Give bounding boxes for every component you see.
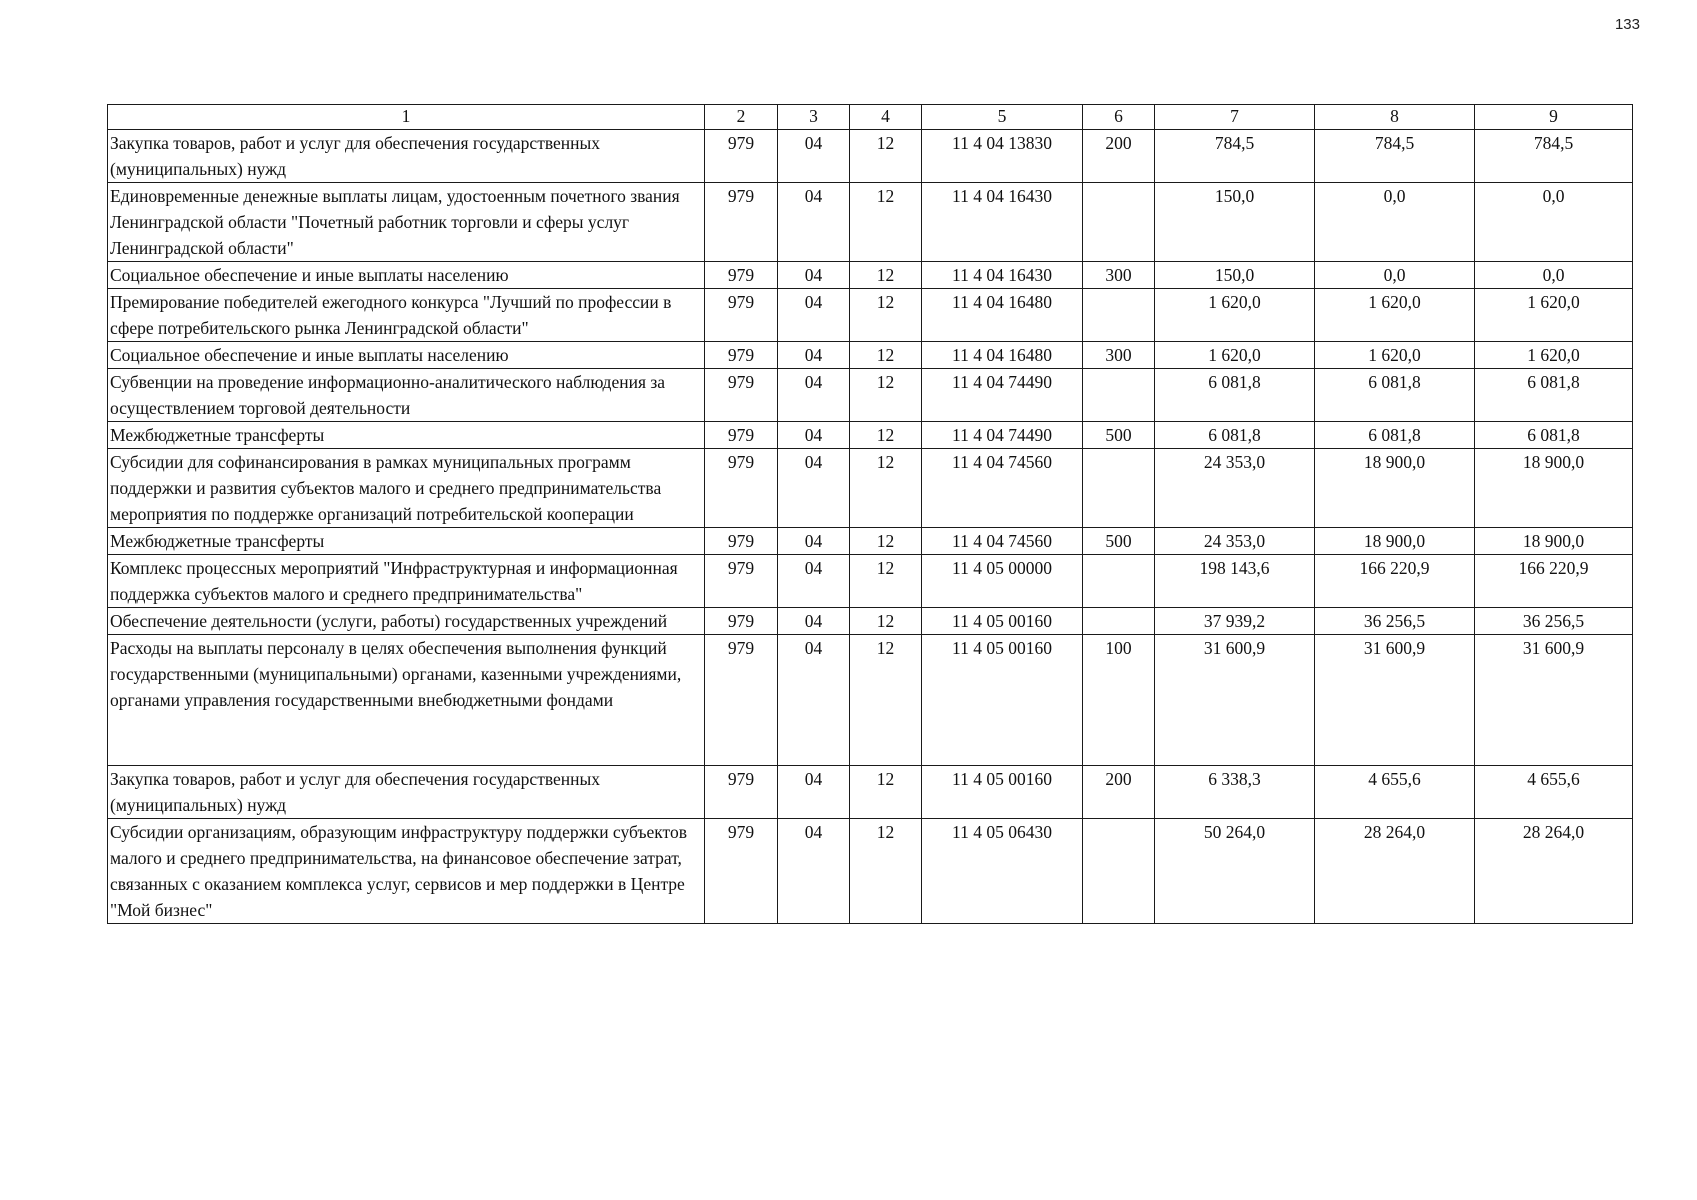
row-c7-cell: 6 081,8 [1155,422,1315,449]
row-c9-cell: 1 620,0 [1475,289,1633,342]
row-name-cell: Социальное обеспечение и иные выплаты населению [108,262,705,289]
table-row [108,262,1633,289]
row-c8-cell: 6 081,8 [1315,369,1475,422]
row-name-cell: Расходы на выплаты персоналу в целях обеспечения выполнения функций государственными (муниципальными) органами, казенными учреждениями, органами управления государственными внебюджетными фондами [108,635,705,766]
page-number: 133 [1614,16,1640,33]
table-row [108,130,1633,183]
table-row [108,819,1633,924]
row-name-cell: Премирование победителей ежегодного конкурса "Лучший по профессии в сфере потребительского рынка Ленинградской области" [108,289,705,342]
row-c4-cell: 12 [850,766,922,819]
row-c9-cell: 1 620,0 [1475,342,1633,369]
row-c3-cell: 04 [778,635,850,766]
table-row [108,422,1633,449]
row-c3-cell: 04 [778,766,850,819]
row-c4-cell: 12 [850,369,922,422]
table-row [108,289,1633,342]
table-row [108,555,1633,608]
row-c9-cell: 31 600,9 [1475,635,1633,766]
row-c9-cell: 166 220,9 [1475,555,1633,608]
row-c2-cell: 979 [705,262,778,289]
row-name-cell: Единовременные денежные выплаты лицам, удостоенным почетного звания Ленинградской области "Почетный работник торговли и сферы услуг Ленинградской области" [108,183,705,262]
row-name-cell: Межбюджетные трансферты [108,528,705,555]
row-name-cell: Закупка товаров, работ и услуг для обеспечения государственных (муниципальных) нужд [108,130,705,183]
row-c8-cell: 18 900,0 [1315,528,1475,555]
row-c3-cell: 04 [778,449,850,528]
row-name-cell: Субвенции на проведение информационно-аналитического наблюдения за осуществлением торговой деятельности [108,369,705,422]
row-c8-cell: 0,0 [1315,183,1475,262]
row-c8-cell: 166 220,9 [1315,555,1475,608]
header-col-3: 3 [778,105,850,130]
row-c5-cell: 11 4 04 16430 [922,262,1083,289]
row-c7-cell: 1 620,0 [1155,342,1315,369]
row-name-cell: Субсидии организациям, образующим инфраструктуру поддержки субъектов малого и среднего предпринимательства, на финансовое обеспечение затрат, связанных с оказанием комплекса услуг, сервисов и мер поддержки в Центре "Мой бизнес" [108,819,705,924]
row-c6-cell: 200 [1083,766,1155,819]
row-name-cell: Субсидии для софинансирования в рамках муниципальных программ поддержки и развития субъектов малого и среднего предпринимательства мероприятия по поддержке организаций потребительской кооперации [108,449,705,528]
row-c3-cell: 04 [778,528,850,555]
row-c6-cell [1083,449,1155,528]
row-c3-cell: 04 [778,422,850,449]
row-c2-cell: 979 [705,369,778,422]
row-c8-cell: 0,0 [1315,262,1475,289]
row-c7-cell: 150,0 [1155,262,1315,289]
row-c9-cell: 36 256,5 [1475,608,1633,635]
row-c8-cell: 18 900,0 [1315,449,1475,528]
row-c8-cell: 6 081,8 [1315,422,1475,449]
header-row [108,105,1633,130]
row-c2-cell: 979 [705,183,778,262]
header-col-8: 8 [1315,105,1475,130]
row-c4-cell: 12 [850,422,922,449]
row-c6-cell [1083,289,1155,342]
row-c5-cell: 11 4 04 16480 [922,289,1083,342]
row-c9-cell: 28 264,0 [1475,819,1633,924]
row-c5-cell: 11 4 04 74560 [922,528,1083,555]
row-c4-cell: 12 [850,289,922,342]
row-c9-cell: 4 655,6 [1475,766,1633,819]
row-c2-cell: 979 [705,342,778,369]
row-name-cell: Обеспечение деятельности (услуги, работы) государственных учреждений [108,608,705,635]
row-c3-cell: 04 [778,369,850,422]
row-c5-cell: 11 4 05 00160 [922,635,1083,766]
row-c2-cell: 979 [705,130,778,183]
row-c2-cell: 979 [705,449,778,528]
row-c7-cell: 6 081,8 [1155,369,1315,422]
row-name-cell: Межбюджетные трансферты [108,422,705,449]
table-row [108,766,1633,819]
row-c5-cell: 11 4 04 74560 [922,449,1083,528]
row-c7-cell: 784,5 [1155,130,1315,183]
row-c5-cell: 11 4 04 16430 [922,183,1083,262]
row-c4-cell: 12 [850,449,922,528]
table-row [108,635,1633,766]
row-c6-cell: 300 [1083,342,1155,369]
row-c5-cell: 11 4 04 74490 [922,369,1083,422]
row-name-cell: Закупка товаров, работ и услуг для обеспечения государственных (муниципальных) нужд [108,766,705,819]
row-c2-cell: 979 [705,635,778,766]
row-c5-cell: 11 4 04 74490 [922,422,1083,449]
header-col-5: 5 [922,105,1083,130]
row-c5-cell: 11 4 04 16480 [922,342,1083,369]
row-c3-cell: 04 [778,608,850,635]
row-c2-cell: 979 [705,766,778,819]
row-c6-cell: 100 [1083,635,1155,766]
row-c4-cell: 12 [850,183,922,262]
row-name-cell: Социальное обеспечение и иные выплаты населению [108,342,705,369]
row-c4-cell: 12 [850,608,922,635]
row-c6-cell: 300 [1083,262,1155,289]
row-c8-cell: 4 655,6 [1315,766,1475,819]
row-c3-cell: 04 [778,130,850,183]
row-c9-cell: 18 900,0 [1475,449,1633,528]
row-c9-cell: 784,5 [1475,130,1633,183]
row-c4-cell: 12 [850,528,922,555]
row-c7-cell: 150,0 [1155,183,1315,262]
row-c8-cell: 1 620,0 [1315,342,1475,369]
header-col-2: 2 [705,105,778,130]
row-c6-cell [1083,819,1155,924]
row-c3-cell: 04 [778,819,850,924]
row-c6-cell [1083,555,1155,608]
row-c7-cell: 50 264,0 [1155,819,1315,924]
row-c6-cell [1083,183,1155,262]
table-row [108,369,1633,422]
row-c2-cell: 979 [705,528,778,555]
header-col-7: 7 [1155,105,1315,130]
row-c9-cell: 18 900,0 [1475,528,1633,555]
row-c7-cell: 198 143,6 [1155,555,1315,608]
row-c9-cell: 0,0 [1475,183,1633,262]
row-c4-cell: 12 [850,635,922,766]
header-col-1: 1 [108,105,705,130]
row-c8-cell: 28 264,0 [1315,819,1475,924]
row-c4-cell: 12 [850,819,922,924]
table-row [108,183,1633,262]
row-c6-cell: 500 [1083,422,1155,449]
row-c7-cell: 37 939,2 [1155,608,1315,635]
row-c3-cell: 04 [778,289,850,342]
row-c8-cell: 784,5 [1315,130,1475,183]
row-c4-cell: 12 [850,555,922,608]
table-row [108,449,1633,528]
row-c5-cell: 11 4 05 00160 [922,608,1083,635]
table-row [108,342,1633,369]
row-c2-cell: 979 [705,422,778,449]
row-c6-cell [1083,369,1155,422]
row-c9-cell: 6 081,8 [1475,369,1633,422]
row-c7-cell: 1 620,0 [1155,289,1315,342]
row-c2-cell: 979 [705,289,778,342]
row-c8-cell: 36 256,5 [1315,608,1475,635]
budget-table [107,104,1633,924]
row-c8-cell: 1 620,0 [1315,289,1475,342]
row-c3-cell: 04 [778,262,850,289]
row-c8-cell: 31 600,9 [1315,635,1475,766]
row-c9-cell: 6 081,8 [1475,422,1633,449]
row-c7-cell: 31 600,9 [1155,635,1315,766]
row-c4-cell: 12 [850,262,922,289]
row-c2-cell: 979 [705,555,778,608]
row-c6-cell [1083,608,1155,635]
row-c6-cell: 200 [1083,130,1155,183]
table-row [108,608,1633,635]
row-c3-cell: 04 [778,183,850,262]
row-c3-cell: 04 [778,342,850,369]
row-c7-cell: 6 338,3 [1155,766,1315,819]
header-col-4: 4 [850,105,922,130]
row-c7-cell: 24 353,0 [1155,528,1315,555]
row-c6-cell: 500 [1083,528,1155,555]
row-c7-cell: 24 353,0 [1155,449,1315,528]
row-c2-cell: 979 [705,608,778,635]
row-c5-cell: 11 4 05 00160 [922,766,1083,819]
row-c5-cell: 11 4 04 13830 [922,130,1083,183]
row-c9-cell: 0,0 [1475,262,1633,289]
row-c4-cell: 12 [850,342,922,369]
row-c5-cell: 11 4 05 00000 [922,555,1083,608]
table-row [108,528,1633,555]
row-c3-cell: 04 [778,555,850,608]
header-col-9: 9 [1475,105,1633,130]
row-c2-cell: 979 [705,819,778,924]
row-c4-cell: 12 [850,130,922,183]
row-c5-cell: 11 4 05 06430 [922,819,1083,924]
header-col-6: 6 [1083,105,1155,130]
row-name-cell: Комплекс процессных мероприятий "Инфраструктурная и информационная поддержка субъектов малого и среднего предпринимательства" [108,555,705,608]
